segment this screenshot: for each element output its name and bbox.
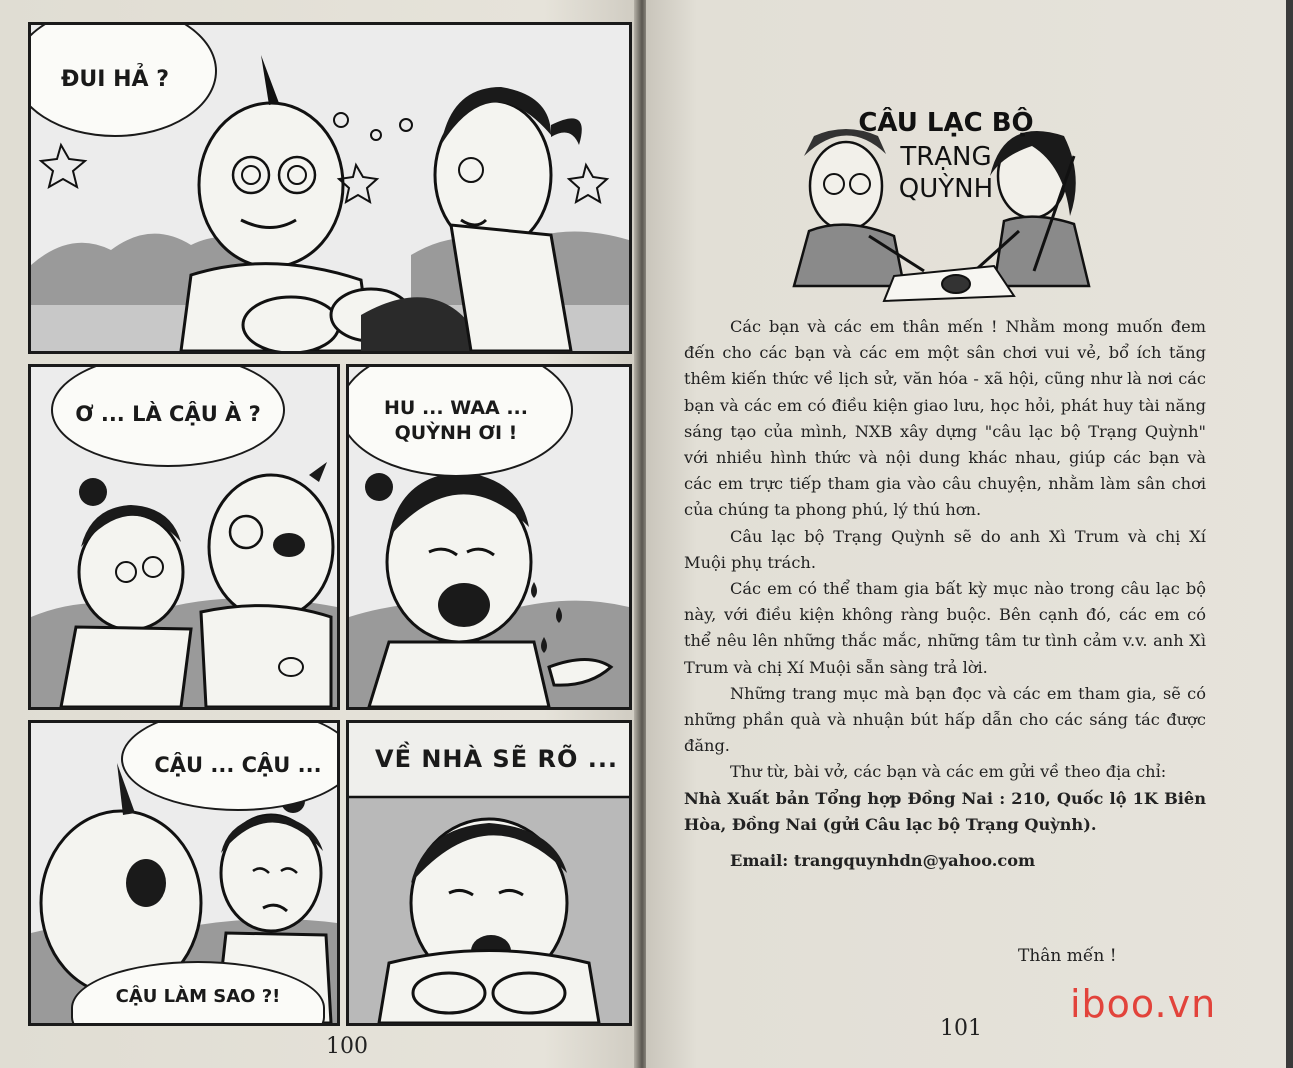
page-number-100: 100 — [326, 1034, 368, 1059]
club-title-line-3: QUỲNH — [898, 174, 994, 204]
club-title-line-2: TRẠNG — [900, 142, 992, 172]
comic-panel-2 — [28, 364, 340, 710]
right-article-page — [646, 0, 1286, 1068]
caption-ve-nha-se-ro: VỀ NHÀ SẼ RÕ ... — [375, 745, 619, 773]
article-paragraph-1: Các bạn và các em thân mến ! Nhằm mong muốn đem đến cho các bạn và các em một sân chơi vui vẻ, bổ ích tăng thêm kiến thức về lịch sử, văn hóa - xã hội, cũng như là nơi các bạn và các em có điều kiện giao lưu, học hỏi, phát huy tài năng sáng tạo của mình, NXB xây dựng "câu lạc bộ Trạng Quỳnh" với nhiều hình thức và nội dung khác nhau, giúp các bạn và các em trực tiếp tham gia vào câu chuyện, nhằm làm sân chơi của chúng ta phong phú, lý thú hơn. — [684, 317, 1206, 520]
speech-text-hu-waa: HU ... WAA ... — [384, 397, 528, 420]
publisher-address: Nhà Xuất bản Tổng hợp Đồng Nai : 210, Quốc lộ 1K Biên Hòa, Đồng Nai (gửi Câu lạc bộ Trạng Quỳnh). — [684, 788, 1206, 834]
signoff: Thân mến ! — [1018, 946, 1117, 966]
comic-panel-5 — [346, 720, 632, 1026]
page-number-101: 101 — [940, 1016, 982, 1041]
comic-panel-1 — [28, 22, 632, 354]
speech-text-dui-ha: ĐUI HẢ ? — [60, 66, 169, 92]
email-label: Email: — [730, 851, 789, 871]
article-paragraph-5: Thư từ, bài vở, các bạn và các em gửi về theo địa chỉ: — [730, 762, 1167, 782]
club-title — [846, 108, 1046, 204]
comic-panel-4 — [28, 720, 340, 1026]
email-line — [684, 848, 1206, 874]
comic-panel-3 — [346, 364, 632, 710]
club-title-line-1: CÂU LẠC BỘ — [858, 108, 1034, 138]
speech-text-cau-lam-sao: CẬU LÀM SAO ?! — [115, 986, 281, 1008]
speech-text-cau-cau: CẬU ... CẬU ... — [154, 753, 322, 778]
article-body — [684, 314, 1206, 874]
iboo-watermark: iboo.vn — [1070, 982, 1217, 1026]
article-paragraph-3: Các em có thể tham gia bất kỳ mục nào trong câu lạc bộ này, với điều kiện không ràng buộc. Bên cạnh đó, các em có thể nêu lên những thắc mắc, những tâm tư tình cảm v.v. anh Xì Trum và chị Xí Muội sẵn sàng trả lời. — [684, 579, 1206, 677]
article-paragraph-4: Những trang mục mà bạn đọc và các em tham gia, sẽ có những phần quà và nhuận bút hấp dẫn cho các sáng tác được đăng. — [684, 683, 1206, 756]
speech-text-la-cau-a: Ơ ... LÀ CẬU À ? — [75, 402, 261, 427]
email-address-link[interactable]: trangquynhdn@yahoo.com — [793, 851, 1036, 871]
speech-text-quynh-oi: QUỲNH ƠI ! — [394, 422, 518, 444]
left-comic-page — [0, 0, 640, 1068]
article-paragraph-2: Câu lạc bộ Trạng Quỳnh sẽ do anh Xì Trum và chị Xí Muội phụ trách. — [684, 526, 1206, 572]
